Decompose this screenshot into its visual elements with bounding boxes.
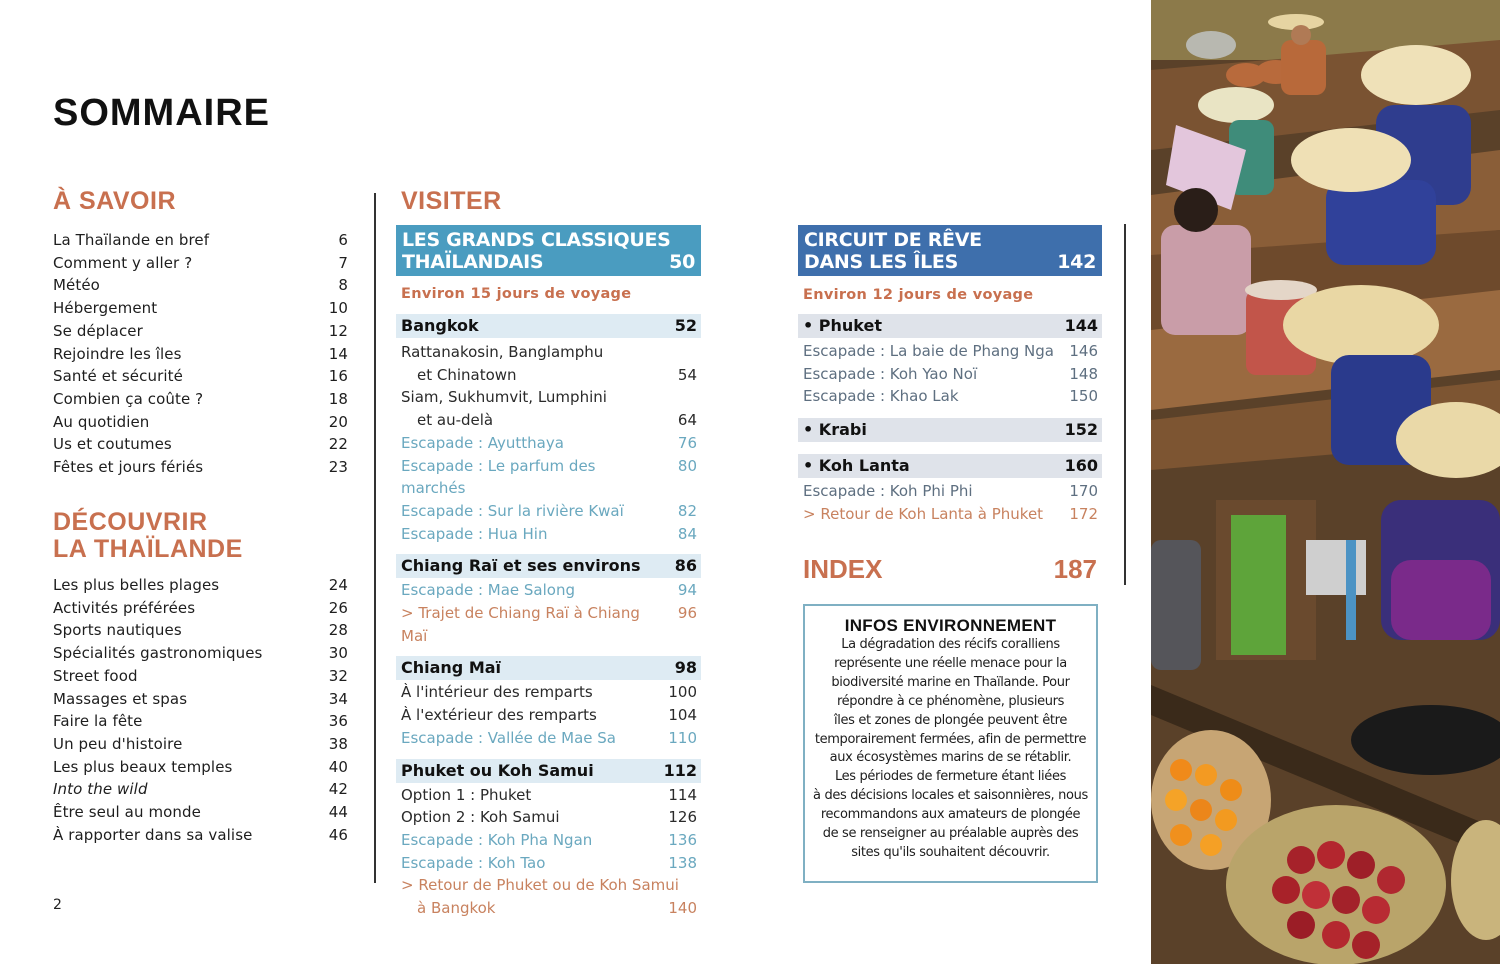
toc-row[interactable]: Into the wild 42 xyxy=(53,780,348,799)
decouvrir-title: DÉCOUVRIR LA THAÏLANDE xyxy=(53,508,243,563)
grands-classiques-banner[interactable]: LES GRANDS CLASSIQUES THAÏLANDAIS 50 xyxy=(396,225,701,276)
circuit-duration: Environ 12 jours de voyage xyxy=(803,287,1034,303)
page-number: 2 xyxy=(53,897,62,913)
phuket-entries xyxy=(798,340,1102,408)
toc-entry[interactable]: Escapade : Khao Lak 150 xyxy=(803,387,1098,406)
toc-row[interactable]: Un peu d'histoire 38 xyxy=(53,734,348,753)
toc-row[interactable]: Se déplacer 12 xyxy=(53,321,348,340)
toc-row[interactable]: Us et coutumes 22 xyxy=(53,435,348,454)
toc-row[interactable]: Les plus belles plages 24 xyxy=(53,576,348,594)
toc-row[interactable]: Météo 8 xyxy=(53,276,348,295)
env-title: INFOS ENVIRONNEMENT xyxy=(844,616,1057,635)
photo-illustration xyxy=(1151,0,1500,964)
toc-entry[interactable]: Escapade : Le parfum des marchés 80 xyxy=(401,456,697,498)
bangkok-heading[interactable]: Bangkok 52 xyxy=(396,314,701,338)
env-text: La dégradation des récifs coralliens représente une réelle menace pour la biodiversité marine en Thaïlande. Pour répondre à ce phénomène, plusieurs îles et zones de plongée peuvent être temporairement fermées, afin de permettre aux écosystèmes marins de se rétablir. Les périodes de fermeture étant liées à des décisions locales et saisonnières, nous recommandons aux amateurs de plongée de se renseigner au préalable auprès des sites qu'ils souhaitent découvrir. xyxy=(813,637,1088,860)
chiang-rai-entries xyxy=(396,579,701,647)
toc-row[interactable]: Sports nautiques 28 xyxy=(53,621,348,640)
toc-entry[interactable]: Siam, Sukhumvit, Lumphini xyxy=(401,388,607,407)
toc-row[interactable]: Au quotidien 20 xyxy=(53,412,348,431)
visiter-title: VISITER xyxy=(401,187,502,215)
toc-entry[interactable]: À l'intérieur des remparts 100 xyxy=(401,683,697,702)
toc-entry[interactable]: à Bangkok 140 xyxy=(417,899,697,918)
a-savoir-title: À SAVOIR xyxy=(53,187,176,215)
infos-environnement-box xyxy=(803,604,1098,883)
toc-entry[interactable]: Option 1 : Phuket 114 xyxy=(401,785,697,804)
toc-row[interactable]: Fêtes et jours fériés 23 xyxy=(53,458,348,477)
koh-lanta-heading[interactable]: • Koh Lanta 160 xyxy=(798,454,1102,478)
toc-entry[interactable]: Option 2 : Koh Samui 126 xyxy=(401,808,697,827)
toc-entry[interactable]: Escapade : La baie de Phang Nga 146 xyxy=(803,342,1098,360)
toc-entry[interactable]: À l'extérieur des remparts 104 xyxy=(401,706,697,725)
toc-row[interactable]: Massages et spas 34 xyxy=(53,689,348,708)
toc-row[interactable]: Activités préférées 26 xyxy=(53,598,348,617)
toc-row[interactable]: Comment y aller ? 7 xyxy=(53,253,348,272)
toc-entry[interactable]: Escapade : Hua Hin 84 xyxy=(401,524,697,543)
circuit-section xyxy=(798,225,1102,585)
toc-entry[interactable]: Escapade : Sur la rivière Kwaï 82 xyxy=(401,501,697,520)
toc-row[interactable]: À rapporter dans sa valise 46 xyxy=(53,825,348,844)
floating-market-photo xyxy=(1151,0,1500,964)
toc-row[interactable]: Combien ça coûte ? 18 xyxy=(53,389,348,408)
index-entry[interactable]: INDEX 187 xyxy=(803,553,1097,584)
koh-lanta-entries xyxy=(798,480,1102,525)
phuket-samui-heading[interactable]: Phuket ou Koh Samui 112 xyxy=(396,759,701,783)
toc-row[interactable]: Santé et sécurité 16 xyxy=(53,367,348,386)
chiang-mai-entries xyxy=(396,681,701,749)
column-divider xyxy=(1124,224,1126,585)
page-title: SOMMAIRE xyxy=(53,92,270,134)
a-savoir-list xyxy=(53,229,348,479)
toc-row[interactable]: Street food 32 xyxy=(53,666,348,685)
toc-entry[interactable]: > Retour de Koh Lanta à Phuket 172 xyxy=(803,504,1098,523)
bangkok-entries xyxy=(396,341,701,545)
a-savoir-section xyxy=(53,188,348,479)
toc-row[interactable]: Être seul au monde 44 xyxy=(53,803,348,822)
toc-row[interactable]: Rejoindre les îles 14 xyxy=(53,344,348,363)
chiang-rai-heading[interactable]: Chiang Raï et ses environs 86 xyxy=(396,554,701,578)
toc-entry[interactable]: Escapade : Ayutthaya 76 xyxy=(401,433,697,452)
toc-row[interactable]: Les plus beaux temples 40 xyxy=(53,757,348,776)
chiang-mai-heading[interactable]: Chiang Maï 98 xyxy=(396,656,701,680)
toc-row[interactable]: Hébergement 10 xyxy=(53,299,348,318)
toc-entry[interactable]: > Retour de Phuket ou de Koh Samui xyxy=(401,876,679,895)
classiques-duration: Environ 15 jours de voyage xyxy=(401,286,632,302)
toc-entry[interactable]: Escapade : Mae Salong 94 xyxy=(401,581,697,600)
toc-entry[interactable]: Escapade : Vallée de Mae Sa 110 xyxy=(401,728,697,747)
toc-entry[interactable]: et Chinatown 54 xyxy=(417,365,697,384)
toc-entry[interactable]: > Trajet de Chiang Raï à Chiang Maï 96 xyxy=(401,604,697,645)
phuket-heading[interactable]: • Phuket 144 xyxy=(798,314,1102,338)
column-divider xyxy=(374,193,376,883)
toc-row[interactable]: La Thaïlande en bref 6 xyxy=(53,231,348,249)
toc-row[interactable]: Spécialités gastronomiques 30 xyxy=(53,644,348,663)
phuket-samui-entries xyxy=(396,784,701,920)
decouvrir-section xyxy=(53,509,348,846)
toc-entry[interactable]: Escapade : Koh Yao Noï 148 xyxy=(803,364,1098,383)
toc-entry[interactable]: Rattanakosin, Banglamphu xyxy=(401,343,604,361)
toc-entry[interactable]: et au-delà 64 xyxy=(417,411,697,430)
decouvrir-list xyxy=(53,574,348,846)
krabi-heading[interactable]: • Krabi 152 xyxy=(798,418,1102,442)
visiter-section xyxy=(396,188,701,920)
toc-row[interactable]: Faire la fête 36 xyxy=(53,712,348,731)
toc-entry[interactable]: Escapade : Koh Phi Phi 170 xyxy=(803,482,1098,501)
toc-entry[interactable]: Escapade : Koh Tao 138 xyxy=(401,853,697,872)
circuit-banner[interactable]: CIRCUIT DE RÊVE DANS LES ÎLES 142 xyxy=(798,225,1102,276)
toc-entry[interactable]: Escapade : Koh Pha Ngan 136 xyxy=(401,830,697,849)
